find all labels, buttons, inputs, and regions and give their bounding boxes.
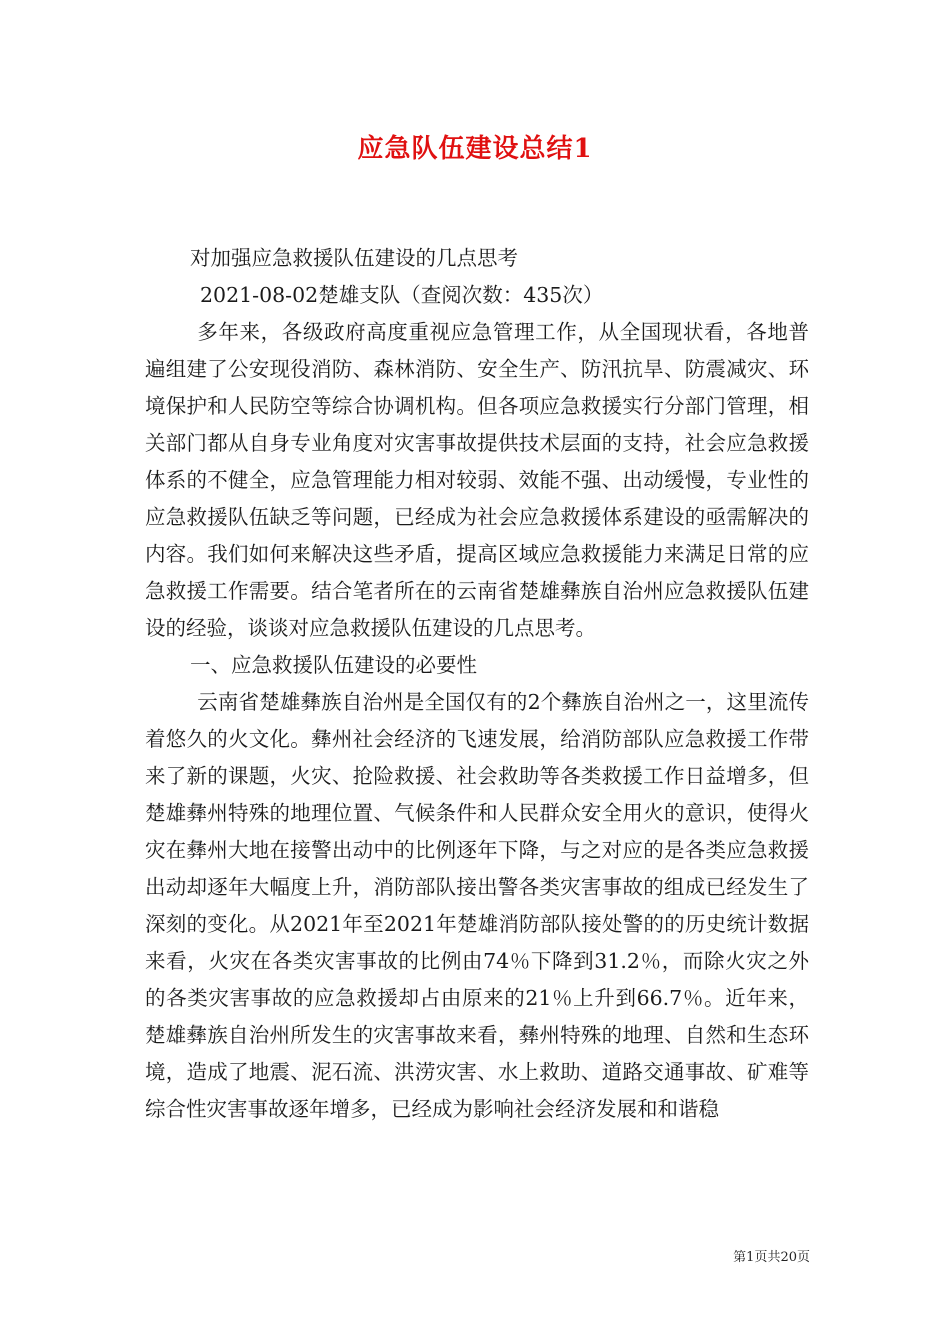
paragraph-intro: 多年来，各级政府高度重视应急管理工作，从全国现状看，各地普遍组建了公安现役消防、森林消防、安全生产、防汛抗旱、防震减灾、环境保护和人民防空等综合协调机构。但各项应急救援实行分部门管理，相关部门都从自身专业角度对灾害事故提供技术层面的支持，社会应急救援体系的不健全，应急管理能力相对较弱、效能不强、出动缓慢，专业性的应急救援队伍缺乏等问题，已经成为社会应急救援体系建设的亟需解决的内容。我们如何来解决这些矛盾，提高区域应急救援能力来满足日常的应急救援工作需要。结合笔者所在的云南省楚雄彝族自治州应急救援队伍建设的经验，谈谈对应急救援队伍建设的几点思考。 bbox=[145, 320, 809, 640]
paragraph-section-1: 云南省楚雄彝族自治州是全国仅有的2个彝族自治州之一，这里流传着悠久的火文化。彝州社会经济的飞速发展，给消防部队应急救援工作带来了新的课题，火灾、抢险救援、社会救助等各类救援工作日益增多，但楚雄彝州特殊的地理位置、气候条件和人民群众安全用火的意识，使得火灾在彝州大地在接警出动中的比例逐年下降，与之对应的是各类应急救援出动却逐年大幅度上升，消防部队接出警各类灾害事故的组成已经发生了深刻的变化。从2021年至2021年楚雄消防部队接处警的的历史统计数据来看，火灾在各类灾害事故的比例由74％下降到31.2％，而除火灾之外的各类灾害事故的应急救援却占由原来的21％上升到66.7％。近年来，楚雄彝族自治州所发生的灾害事故来看，彝州特殊的地理、自然和生态环境，造成了地震、泥石流、洪涝灾害、水上救助、道路交通事故、矿难等综合性灾害事故逐年增多，已经成为影响社会经济发展和和谐稳 bbox=[145, 690, 809, 1121]
document-title: 应急队伍建设总结1 bbox=[357, 134, 593, 164]
document-subtitle: 对加强应急救援队伍建设的几点思考 bbox=[190, 246, 518, 270]
page-indicator: 第1页共20页 bbox=[733, 1250, 810, 1265]
document-meta-line: 2021-08-02楚雄支队（查阅次数：435次） bbox=[200, 283, 604, 307]
section-heading: 一、应急救援队伍建设的必要性 bbox=[190, 653, 477, 677]
document-body bbox=[145, 240, 809, 1128]
